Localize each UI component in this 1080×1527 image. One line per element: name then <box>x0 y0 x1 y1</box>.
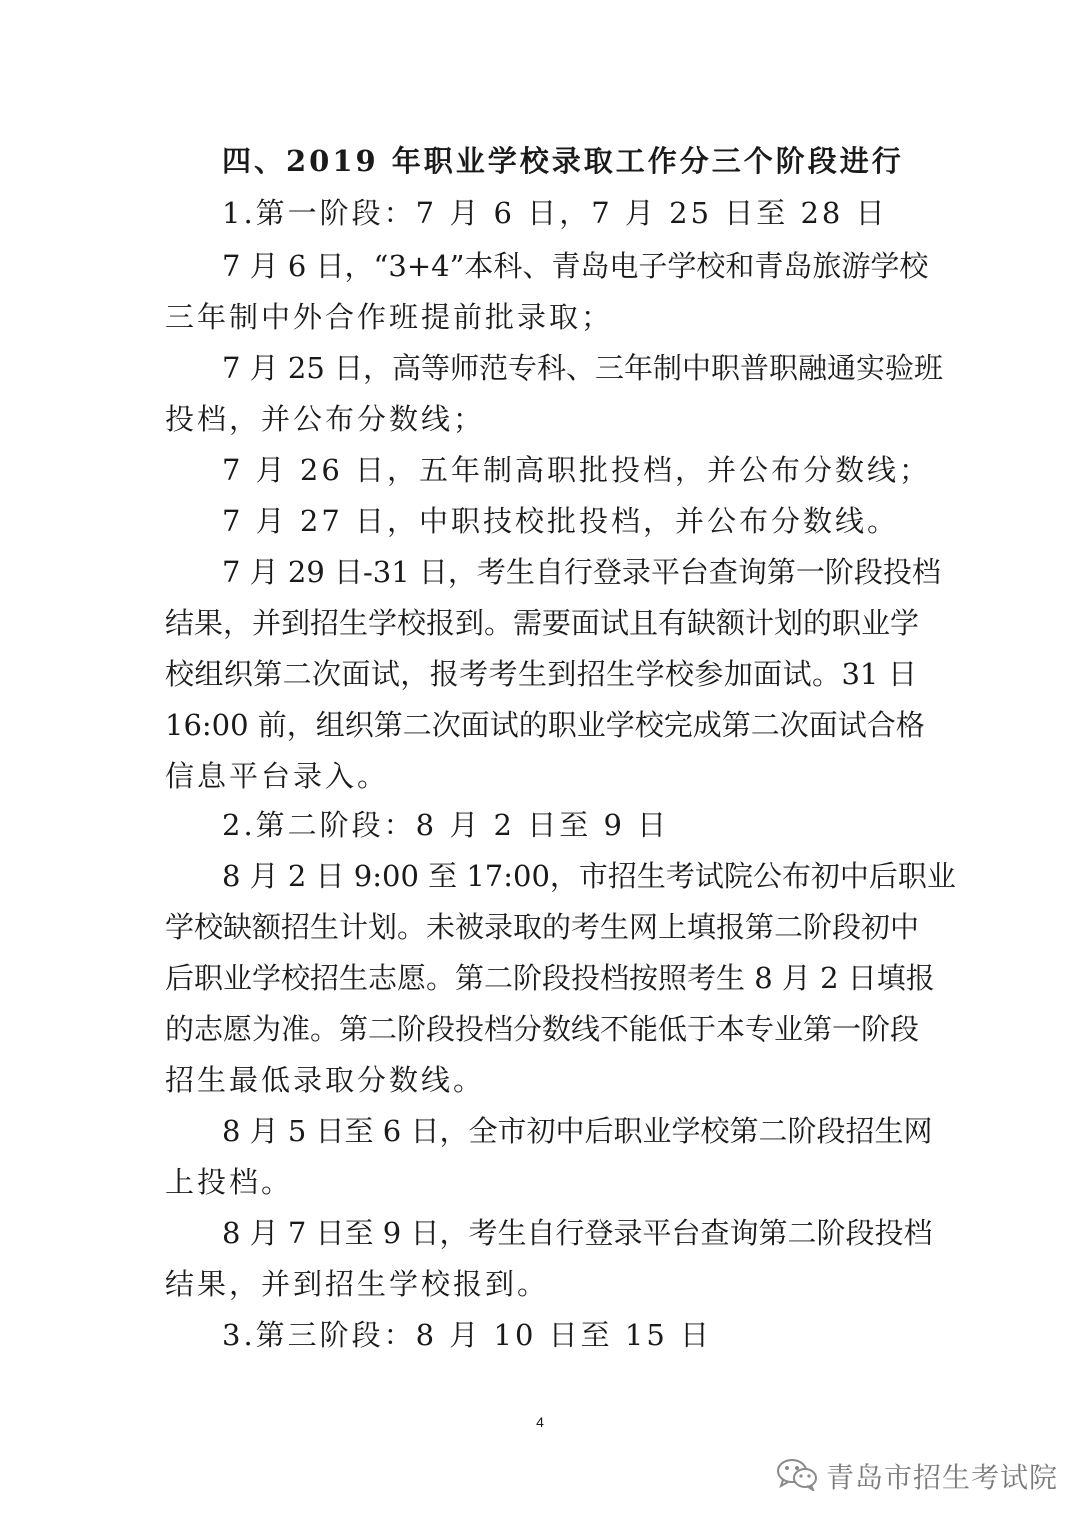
phase1-p4-line1: 7 月 27 日，中职技校批投档，并公布分数线。 <box>222 504 900 538</box>
wechat-icon <box>776 1457 818 1495</box>
phase2-p1-line5: 招生最低录取分数线。 <box>165 1063 486 1097</box>
phase1-p2-line2: 投档，并公布分数线； <box>165 402 486 436</box>
phase1-p5-line1: 7 月 29 日-31 日，考生自行登录平台查询第一阶段投档 <box>222 555 941 589</box>
phase1-p3-line1: 7 月 26 日，五年制高职批投档，并公布分数线； <box>222 453 932 487</box>
phase1-p5-line2: 结果，并到招生学校报到。需要面试且有缺额计划的职业学 <box>165 606 920 640</box>
phase2-p1-line4: 的志愿为准。第二阶段投档分数线不能低于本专业第一阶段 <box>165 1012 920 1046</box>
phase1-p2-line1: 7 月 25 日，高等师范专科、三年制中职普职融通实验班 <box>222 351 944 385</box>
watermark-text: 青岛市招生考试院 <box>826 1461 1059 1494</box>
phase1-p5-line5: 信息平台录入。 <box>165 759 390 793</box>
phase1-heading: 1.第一阶段：7 月 6 日，7 月 25 日至 28 日 <box>222 196 888 230</box>
phase2-p3-line1: 8 月 7 日至 9 日，考生自行登录平台查询第二阶段投档 <box>222 1216 933 1250</box>
phase2-p1-line2: 学校缺额招生计划。未被录取的考生网上填报第二阶段初中 <box>165 910 920 944</box>
phase1-p1-line2: 三年制中外合作班提前批录取； <box>165 300 614 334</box>
phase2-p3-line2: 结果，并到招生学校报到。 <box>165 1267 550 1301</box>
phase1-p5-line4: 16:00 前，组织第二次面试的职业学校完成第二次面试合格 <box>165 708 925 742</box>
phase1-p1-line1: 7 月 6 日，“3+4”本科、青岛电子学校和青岛旅游学校 <box>222 249 929 283</box>
phase2-p2-line2: 上投档。 <box>165 1165 294 1199</box>
phase2-p2-line1: 8 月 5 日至 6 日，全市初中后职业学校第二阶段招生网 <box>222 1114 933 1148</box>
phase2-heading: 2.第二阶段：8 月 2 日至 9 日 <box>222 808 670 842</box>
phase2-p1-line3: 后职业学校招生志愿。第二阶段投档按照考生 8 月 2 日填报 <box>165 961 935 995</box>
phase1-p5-line3: 校组织第二次面试，报考考生到招生学校参加面试。31 日 <box>165 657 917 691</box>
phase2-p1-line1: 8 月 2 日 9:00 至 17:00，市招生考试院公布初中后职业 <box>222 859 956 893</box>
page-number: 4 <box>536 1414 544 1430</box>
phase3-heading: 3.第三阶段：8 月 10 日至 15 日 <box>222 1318 713 1352</box>
watermark <box>776 1456 1058 1496</box>
section-title: 四、2019 年职业学校录取工作分三个阶段进行 <box>222 144 904 178</box>
